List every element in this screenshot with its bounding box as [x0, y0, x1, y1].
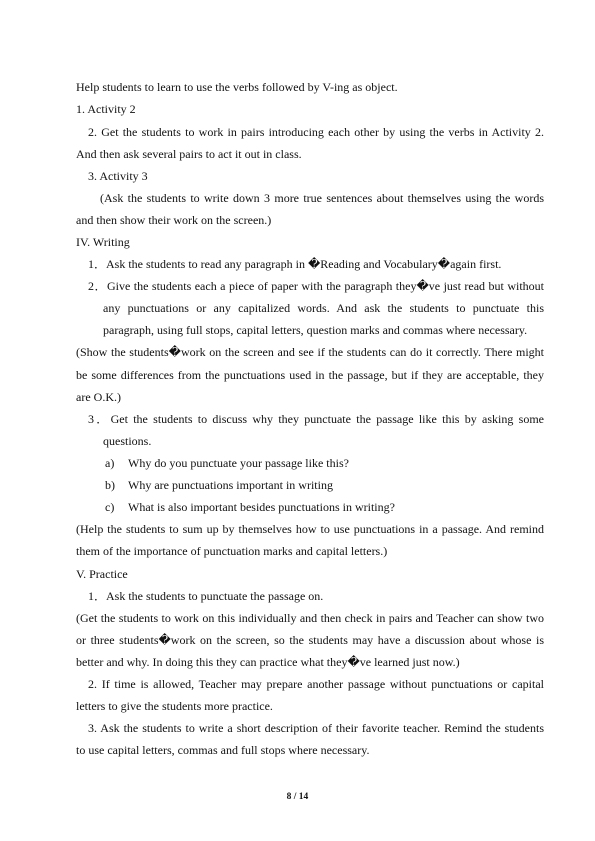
text-line: (Ask the students to write down 3 more true sentences about themselves using the words [100, 191, 544, 205]
section-heading: IV. Writing [76, 235, 130, 249]
text-line: letters to give the students more practice. [76, 699, 273, 713]
list-marker: b) [105, 478, 115, 492]
text-line: better and why. In doing this they can practice what they�ve learned just now.) [76, 655, 460, 669]
text-line: Help students to learn to use the verbs followed by V-ing as object. [76, 80, 398, 94]
text-line: (Get the students to work on this individually and then check in pairs and Teacher can show two [76, 611, 544, 625]
text-line: be some differences from the punctuations used in the passage, but if they are acceptable, they [76, 368, 544, 382]
text-line: 3．Get the students to discuss why they punctuate the passage like this by asking some [88, 412, 544, 426]
text-line: 1. Activity 2 [76, 102, 136, 116]
text-line: to use capital letters, commas and full stops where necessary. [76, 743, 370, 757]
text-line: 1．Ask the students to punctuate the passage on. [88, 589, 324, 603]
list-marker: a) [105, 456, 115, 470]
list-item: Why do you punctuate your passage like this? [128, 456, 349, 470]
text-line: any punctuations or any capitalized words. And ask the students to punctuate this [103, 301, 544, 315]
text-line: and then show their work on the screen.) [76, 213, 272, 227]
list-marker: c) [105, 500, 115, 514]
text-line: are O.K.) [76, 390, 121, 404]
page-number: 8 / 14 [286, 792, 309, 802]
text-line: 3. Ask the students to write a short description of their favorite teacher. Remind the students [88, 721, 544, 735]
section-heading: V. Practice [76, 567, 128, 581]
text-line: questions. [103, 434, 152, 448]
text-line: 3. Activity 3 [88, 169, 148, 183]
text-line: them of the importance of punctuation marks and capital letters.) [76, 544, 388, 558]
text-line: (Show the students�work on the screen and see if the students can do it correctly. There might [76, 345, 544, 359]
text-line: And then ask several pairs to act it out in class. [76, 147, 302, 161]
list-item: What is also important besides punctuations in writing? [128, 500, 395, 514]
text-line: 2．Give the students each a piece of paper with the paragraph they�ve just read but without [88, 279, 544, 293]
text-line: (Help the students to sum up by themselves how to use punctuations in a passage. And remind [76, 522, 544, 536]
text-line: 2. If time is allowed, Teacher may prepare another passage without punctuations or capital [88, 677, 544, 691]
text-line: 2. Get the students to work in pairs introducing each other by using the verbs in Activity 2. [88, 125, 544, 139]
text-line: 1．Ask the students to read any paragraph in �Reading and Vocabulary�again first. [88, 257, 502, 271]
text-line: or three students�work on the screen, so the students may have a discussion about whose is [76, 633, 544, 647]
text-line: paragraph, using full stops, capital letters, question marks and commas where necessary. [103, 323, 528, 337]
list-item: Why are punctuations important in writing [128, 478, 333, 492]
